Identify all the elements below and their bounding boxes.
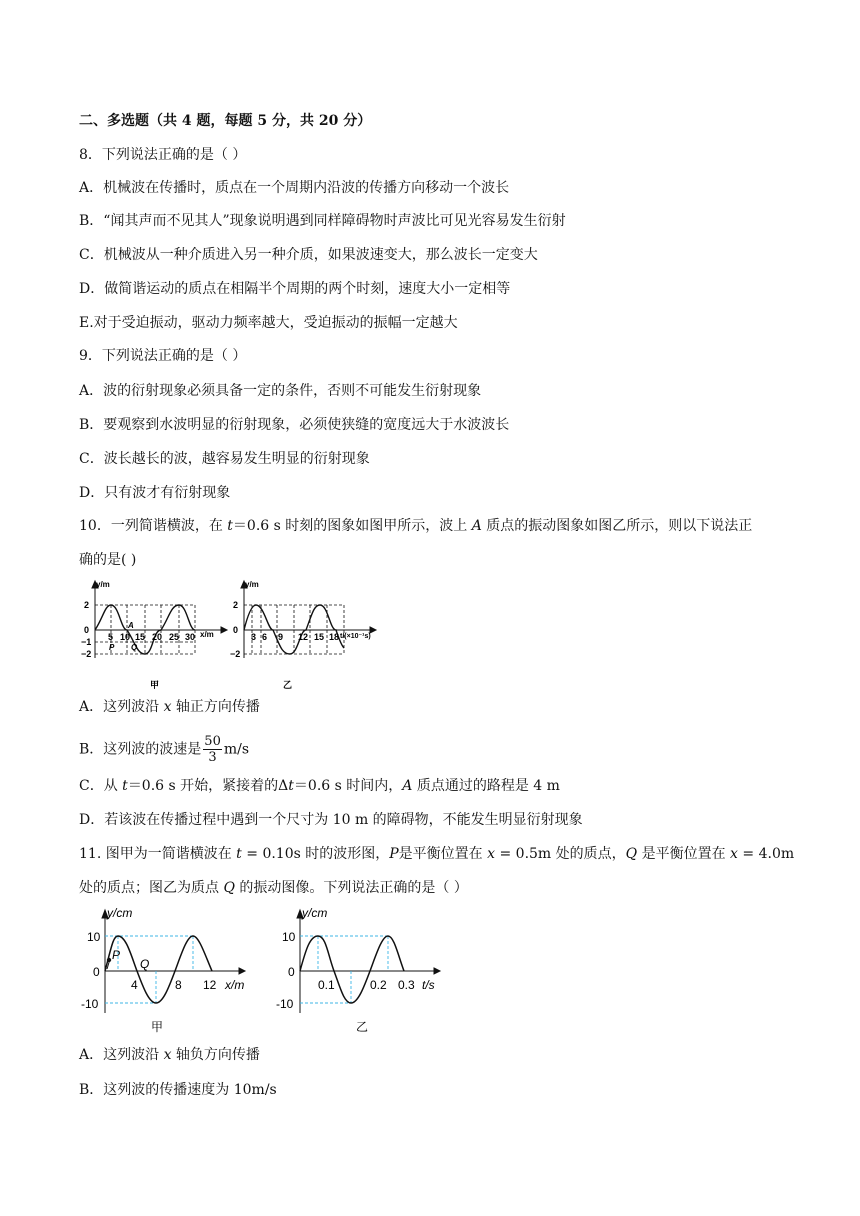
q10-right-xtick: 3 (251, 632, 257, 642)
section-title: 二、多选题（共 4 题，每题 5 分，共 20 分） (79, 113, 372, 129)
q10-option-b: B．这列波的波速是 $\frac{50}{3}$ m/s (79, 734, 250, 765)
q10-right-xtick: 6 (262, 632, 268, 642)
q11-left-ylabel: y/cm (107, 906, 133, 920)
q11-vibration-graph (274, 905, 449, 1035)
q9-option-c: C．波长越长的波，越容易发生明显的衍射现象 (79, 451, 370, 467)
q9-option-a: A．波的衍射现象必须具备一定的条件，否则不可能发生衍射现象 (79, 383, 482, 399)
q10-left-xlabel: x/m (200, 630, 214, 639)
q10-left-xtick: 25 (169, 632, 180, 642)
q8-option-b: B．“闻其声而不见其人”现象说明遇到同样障碍物时声波比可见光容易发生衍射 (79, 213, 566, 229)
q10-option-d: D．若该波在传播过程中遇到一个尺寸为 10 m 的障碍物，不能发生明显衍射现象 (79, 812, 583, 828)
q11-point-label: P (112, 948, 121, 962)
q10-point-label: Q (131, 643, 138, 652)
q11-left-ytick: 0 (93, 965, 100, 979)
q11-left-xtick: 8 (175, 978, 182, 992)
q10-point-label: A (128, 621, 134, 630)
q11-left-caption: 甲 (151, 1020, 164, 1034)
q10-right-xtick: 12 (298, 632, 309, 642)
q8-option-e: E.对于受迫振动，驱动力频率越大，受迫振动的振幅一定越大 (79, 315, 458, 331)
q10-left-xtick: 10 (120, 632, 131, 642)
q11-right-ylabel: y/cm (302, 906, 328, 920)
q11-wave-graph (79, 905, 254, 1035)
q11-option-b: B．这列波的传播速度为 10m/s (79, 1082, 277, 1098)
q9-option-d: D．只有波才有衍射现象 (79, 485, 231, 501)
q8-option-c: C．机械波从一种介质进入另一种介质，如果波速变大，那么波长一定变大 (79, 247, 538, 263)
q10-vibration-graph (228, 578, 378, 690)
q10-stem-line2: 确的是( ) (79, 552, 137, 568)
q10-left-xtick: 30 (185, 632, 196, 642)
q10-wave-graph (79, 578, 229, 690)
q8-option-d: D．做简谐运动的质点在相隔半个周期的两个时刻，速度大小一定相等 (79, 281, 511, 297)
q11-right-ytick: -10 (276, 997, 294, 1011)
q10-right-xtick: 15 (314, 632, 325, 642)
q10-right-caption: 乙 (283, 680, 293, 690)
q10-left-ytick: 0 (84, 625, 90, 635)
q10-left-caption: 甲 (150, 680, 160, 690)
q10-option-c: C．从 t＝0.6 s 开始，紧接着的Δt＝0.6 s 时间内，A 质点通过的路程是 4 m (79, 778, 560, 794)
q9-stem: 9．下列说法正确的是（ ） (79, 348, 247, 364)
q10-right-xtick: 9 (278, 632, 284, 642)
q11-left-xtick: 12 (203, 978, 217, 992)
q10-right-ytick: −2 (230, 649, 241, 659)
q10-left-ytick: −2 (81, 649, 92, 659)
q11-right-ytick: 0 (288, 965, 295, 979)
q11-right-ytick: 10 (282, 930, 296, 944)
q10-left-ylabel: y/m (96, 580, 110, 589)
q10-left-ytick: −1 (81, 637, 92, 647)
q10-right-xlabel: t/(×10⁻¹s) (340, 633, 371, 640)
q10-left-xtick: 20 (152, 632, 163, 642)
q11-option-a: A．这列波沿 x 轴负方向传播 (79, 1047, 260, 1063)
q10-point-label: P (109, 643, 115, 652)
q10-right-xtick: 18 (329, 632, 340, 642)
q10-right-ytick: 2 (233, 600, 239, 610)
q11-left-ytick: -10 (81, 997, 99, 1011)
q10-left-ytick: 2 (84, 600, 90, 610)
q10-option-a: A．这列波沿 x 轴正方向传播 (79, 699, 260, 715)
q10-stem-line1: 10．一列简谐横波，在 t＝0.6 s 时刻的图象如图甲所示，波上 A 质点的振动图象如图乙所示，则以下说法正 (79, 518, 753, 534)
q11-right-caption: 乙 (356, 1020, 369, 1034)
q11-right-xlabel: t/s (422, 978, 435, 992)
q8-option-a: A．机械波在传播时，质点在一个周期内沿波的传播方向移动一个波长 (79, 180, 510, 196)
q11-stem-line1: 11. 图甲为一简谐横波在 t = 0.10s 时的波形图，P是平衡位置在 x = 0.5m 处的质点，Q 是平衡位置在 x = 4.0m (79, 846, 795, 862)
q10-left-xtick: 15 (135, 632, 146, 642)
q11-right-xtick: 0.2 (370, 978, 387, 992)
q11-left-ytick: 10 (87, 930, 101, 944)
q11-left-xlabel: x/m (225, 978, 245, 992)
q10-right-ylabel: y/m (245, 580, 259, 589)
q11-stem-line2: 处的质点；图乙为质点 Q 的振动图像。下列说法正确的是（ ） (79, 880, 468, 896)
q10-left-xtick: 5 (108, 632, 114, 642)
q8-stem: 8．下列说法正确的是（ ） (79, 147, 247, 163)
q10-right-ytick: 0 (233, 625, 239, 635)
velocity-fraction: $\frac{50}{3}$ (204, 734, 221, 765)
q11-right-xtick: 0.1 (318, 978, 335, 992)
q11-right-xtick: 0.3 (398, 978, 415, 992)
q11-left-xtick: 4 (131, 978, 138, 992)
q9-option-b: B．要观察到水波明显的衍射现象，必须使狭缝的宽度远大于水波波长 (79, 417, 510, 433)
q11-point-label: Q (140, 957, 150, 971)
